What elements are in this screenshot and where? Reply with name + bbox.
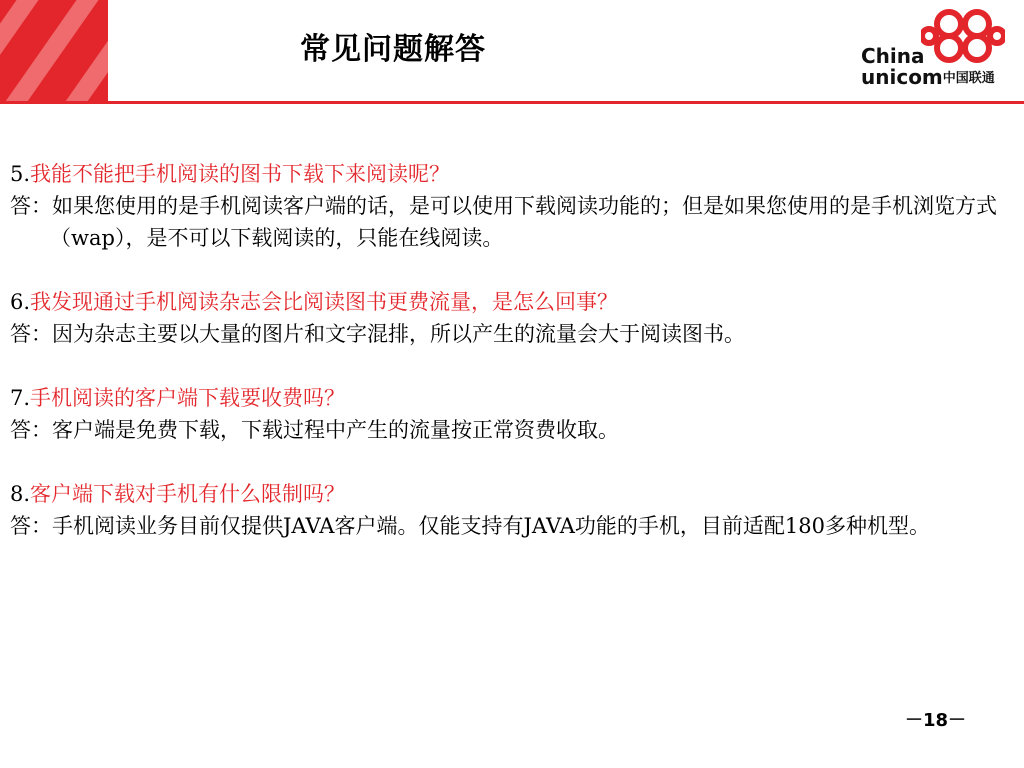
qa-item bbox=[10, 382, 1010, 446]
logo-text-unicom: unicom中国联通 bbox=[861, 65, 995, 89]
question: 5.我能不能把手机阅读的图书下载下来阅读呢？ bbox=[10, 162, 451, 186]
logo-text-china: China bbox=[861, 44, 925, 68]
answer: 答：客户端是免费下载，下载过程中产生的流量按正常资费收取。 bbox=[10, 418, 619, 442]
header-divider bbox=[0, 101, 1024, 104]
answer: 答：如果您使用的是手机阅读客户端的话，是可以使用下载阅读功能的；但是如果您使用的是手机浏览方式（wap），是不可以下载阅读的，只能在线阅读。 bbox=[10, 194, 997, 250]
unicom-knot-icon bbox=[921, 6, 1005, 66]
question: 7.手机阅读的客户端下载要收费吗？ bbox=[10, 386, 346, 410]
corner-stripe-decoration bbox=[0, 0, 108, 102]
china-unicom-logo bbox=[855, 6, 1023, 98]
question: 6.我发现通过手机阅读杂志会比阅读图书更费流量，是怎么回事？ bbox=[10, 290, 619, 314]
page-title: 常见问题解答 bbox=[300, 32, 486, 67]
qa-item bbox=[10, 478, 1010, 542]
slide-header bbox=[0, 0, 1024, 104]
qa-list bbox=[10, 158, 1010, 574]
answer: 答：手机阅读业务目前仅提供JAVA客户端。仅能支持有JAVA功能的手机，目前适配180多种机型。 bbox=[10, 514, 930, 538]
answer: 答：因为杂志主要以大量的图片和文字混排，所以产生的流量会大于阅读图书。 bbox=[10, 322, 745, 346]
question: 8.客户端下载对手机有什么限制吗？ bbox=[10, 482, 346, 506]
page-number: －18－ bbox=[905, 710, 967, 731]
qa-item bbox=[10, 286, 1010, 350]
qa-item bbox=[10, 158, 1010, 254]
